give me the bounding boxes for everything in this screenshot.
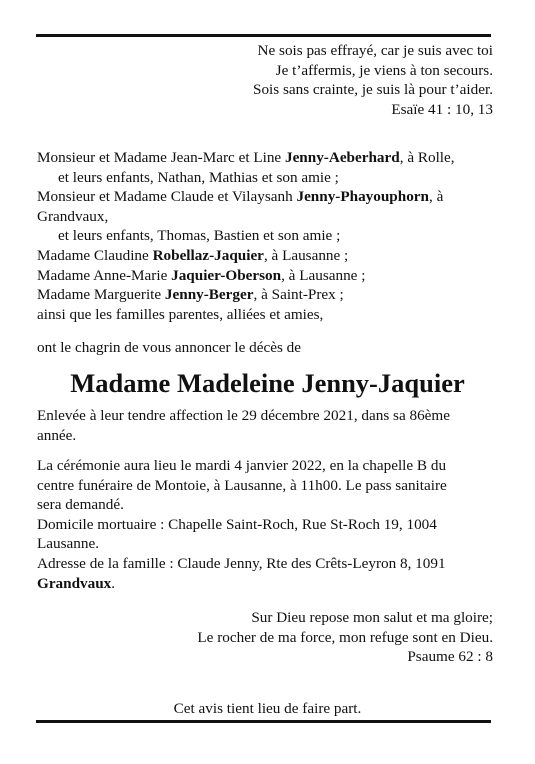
family-name: Jaquier-Oberson — [171, 266, 282, 284]
family-line: Madame Claudine Robellaz-Jaquier, à Lausanne ; — [37, 246, 349, 264]
announcement — [37, 338, 493, 358]
family-locality: Grandvaux — [37, 574, 112, 592]
details-line: année. — [37, 426, 77, 444]
verse-reference: Psaume 62 : 8 — [407, 648, 493, 666]
family-line: et leurs enfants, Nathan, Mathias et son amie ; — [58, 168, 339, 186]
details-line: Adresse de la famille : Claude Jenny, Rte des Crêts-Leyron 8, 1091 — [37, 554, 446, 572]
family-name: Jenny-Phayouphorn — [296, 188, 429, 206]
family-name: Jenny-Aeberhard — [284, 149, 400, 166]
verse-line: Ne sois pas effrayé, car je suis avec toi — [257, 42, 493, 59]
verse-line: Sur Dieu repose mon salut et ma gloire; — [251, 609, 493, 626]
verse-line: Le rocher de ma force, mon refuge sont en Dieu. — [197, 628, 493, 646]
family-line: Madame Anne-Marie Jaquier-Oberson, à Lausanne ; — [37, 266, 366, 284]
family-line: et leurs enfants, Thomas, Bastien et son amie ; — [58, 227, 341, 245]
details-line: sera demandé. — [37, 496, 124, 514]
bottom-rule — [36, 720, 491, 723]
family-list — [37, 148, 493, 324]
details-line: Lausanne. — [37, 535, 99, 553]
family-name: Jenny-Berger — [164, 286, 254, 304]
family-line: Monsieur et Madame Claude et Vilaysanh Jenny-Phayouphorn, à — [37, 188, 444, 206]
family-line: Monsieur et Madame Jean-Marc et Line Jenny-Aeberhard, à Rolle, — [37, 149, 455, 166]
details-paragraph-1 — [37, 406, 493, 445]
verse-line: Je t’affermis, je viens à ton secours. — [275, 61, 493, 79]
family-line: ainsi que les familles parentes, alliées et amies, — [37, 305, 324, 323]
details-line: Grandvaux. — [37, 574, 116, 592]
verse-reference: Esaïe 41 : 10, 13 — [391, 100, 493, 118]
verse-top — [37, 41, 493, 119]
family-line: Madame Marguerite Jenny-Berger, à Saint-Prex ; — [37, 286, 344, 304]
footer-note: Cet avis tient lieu de faire part. — [173, 700, 362, 717]
deceased-name: Madame Madeleine Jenny-Jaquier — [70, 368, 465, 398]
details-line: Domicile mortuaire : Chapelle Saint-Roch, Rue St-Roch 19, 1004 — [37, 515, 437, 533]
family-name: Robellaz-Jaquier — [152, 246, 264, 264]
family-line: Grandvaux, — [37, 207, 109, 225]
verse-line: Sois sans crainte, je suis là pour t’aider. — [253, 81, 493, 99]
top-rule — [36, 34, 491, 37]
details-line: Enlevée à leur tendre affection le 29 décembre 2021, dans sa 86ème — [37, 407, 450, 424]
details-line: La cérémonie aura lieu le mardi 4 janvier 2022, en la chapelle B du — [37, 457, 447, 474]
announcement-text: ont le chagrin de vous annoncer le décès de — [37, 339, 301, 356]
verse-bottom — [37, 608, 493, 667]
details-paragraph-2 — [37, 456, 493, 593]
details-line: centre funéraire de Montoie, à Lausanne, à 11h00. Le pass sanitaire — [37, 476, 447, 494]
